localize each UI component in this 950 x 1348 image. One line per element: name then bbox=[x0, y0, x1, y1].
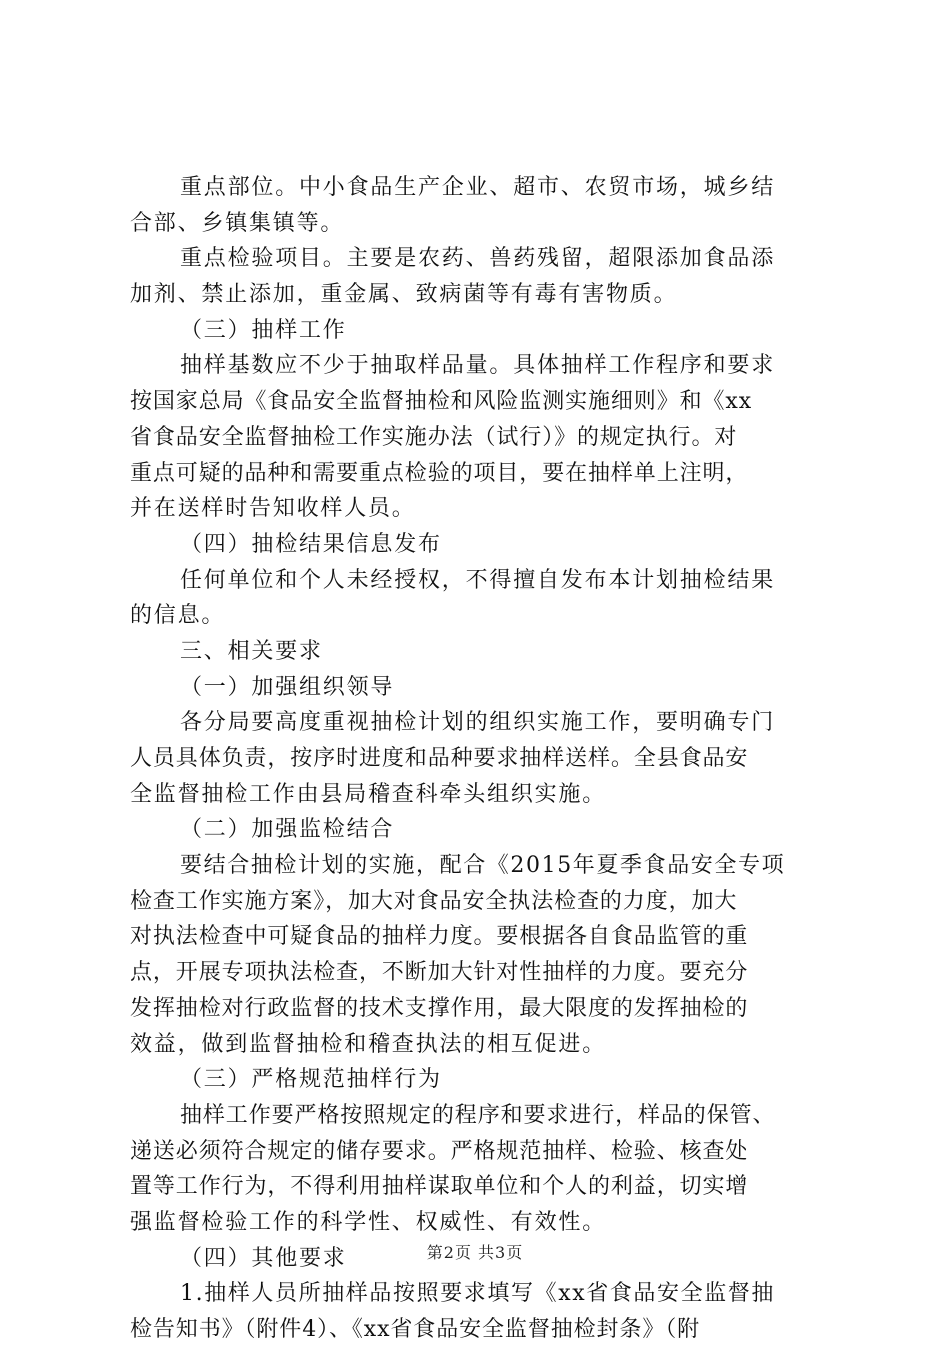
section-heading: （二）加强监检结合 bbox=[180, 817, 395, 843]
text-line: 并在送样时告知收样人员。 bbox=[130, 496, 416, 522]
text-line: 加剂、禁止添加，重金属、致病菌等有毒有害物质。 bbox=[130, 282, 678, 308]
section-heading: 三、相关要求 bbox=[180, 638, 323, 664]
text-line: 发挥抽检对行政监督的技术支撑作用，最大限度的发挥抽检的 bbox=[130, 995, 749, 1021]
text-line: 任何单位和个人未经授权，不得擅自发布本计划抽检结果 bbox=[180, 567, 776, 593]
section-heading: （三）严格规范抽样行为 bbox=[180, 1067, 442, 1093]
text-line: 效益，做到监督抽检和稽查执法的相互促进。 bbox=[130, 1031, 607, 1057]
text-line: 各分局要高度重视抽检计划的组织实施工作，要明确专门 bbox=[180, 710, 776, 736]
text-line: 的信息。 bbox=[130, 603, 226, 629]
document-body bbox=[130, 170, 842, 1348]
text-line: 省食品安全监督抽检工作实施办法（试行）》的规定执行。对 bbox=[130, 424, 738, 450]
text-line: 要结合抽检计划的实施，配合《2015年夏季食品安全专项 bbox=[180, 853, 786, 879]
text-line: 抽样基数应不少于抽取样品量。具体抽样工作程序和要求 bbox=[180, 353, 776, 379]
text-line: 重点检验项目。主要是农药、兽药残留，超限添加食品添 bbox=[180, 246, 776, 272]
text-line: 对执法检查中可疑食品的抽样力度。要根据各自食品监管的重 bbox=[130, 924, 749, 950]
section-heading: （四）其他要求 bbox=[180, 1245, 347, 1271]
text-line: 递送必须符合规定的储存要求。严格规范抽样、检验、核查处 bbox=[130, 1138, 749, 1164]
section-heading: （一）加强组织领导 bbox=[180, 674, 395, 700]
page-number-footer: 第2页 共3页 bbox=[426, 1243, 524, 1262]
text-line: 重点可疑的品种和需要重点检验的项目，要在抽样单上注明， bbox=[130, 460, 749, 486]
text-line: 重点部位。中小食品生产企业、超市、农贸市场，城乡结 bbox=[180, 175, 776, 200]
text-line: 全监督抽检工作由县局稽查科牵头组织实施。 bbox=[130, 781, 607, 807]
text-line: 置等工作行为，不得利用抽样谋取单位和个人的利益，切实增 bbox=[130, 1174, 749, 1200]
text-line: 检查工作实施方案》，加大对食品安全执法检查的力度，加大 bbox=[130, 888, 738, 914]
text-line: 人员具体负责，按序时进度和品种要求抽样送样。全县食品安 bbox=[130, 746, 749, 771]
text-line: 抽样工作要严格按照规定的程序和要求进行，样品的保管、 bbox=[180, 1102, 776, 1128]
text-line: 合部、乡镇集镇等。 bbox=[130, 210, 345, 236]
text-line: 按国家总局《食品安全监督抽检和风险监测实施细则》和《xx bbox=[130, 389, 753, 415]
section-heading: （四）抽检结果信息发布 bbox=[180, 531, 442, 557]
text-line: 点，开展专项执法检查，不断加大针对性抽样的力度。要充分 bbox=[130, 960, 749, 986]
text-line: 检告知书》（附件4）、《xx省食品安全监督抽检封条》（附 bbox=[130, 1317, 701, 1342]
section-heading: （三）抽样工作 bbox=[180, 317, 347, 343]
text-line: 强监督检验工作的科学性、权威性、有效性。 bbox=[130, 1209, 607, 1235]
text-line: 1.抽样人员所抽样品按照要求填写《xx省食品安全监督抽 bbox=[180, 1281, 776, 1307]
